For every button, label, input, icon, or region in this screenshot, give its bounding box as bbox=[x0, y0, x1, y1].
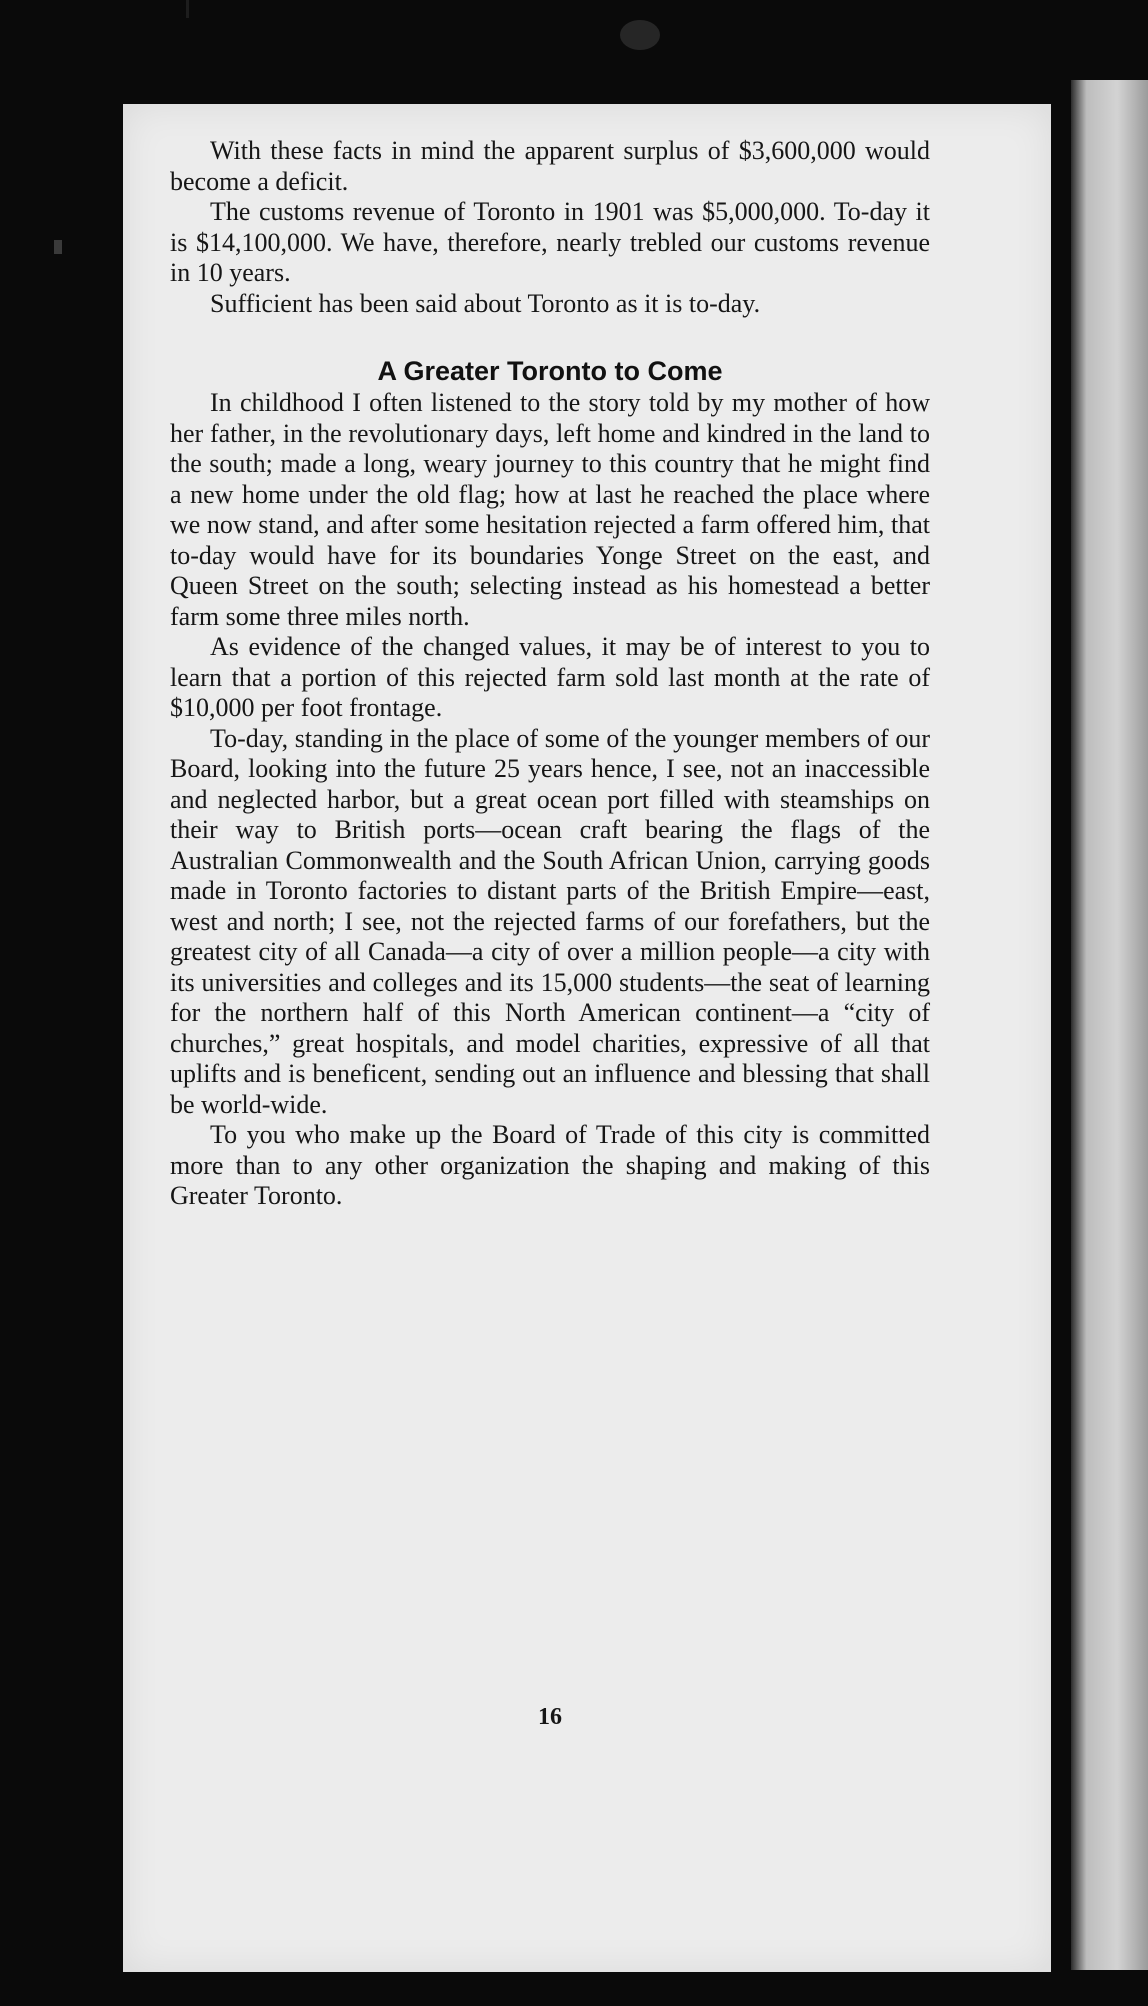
intro-paragraph: With these facts in mind the apparent surplus of $3,600,000 would become a deficit. bbox=[170, 136, 930, 196]
body-paragraph: In childhood I often listened to the story told by my mother of how her father, in the revolutionary days, left home and kindred in the land to the south; made a long, weary journey to this country that he might find a new home under the old flag; how at last he reached the place where we now stand, and after some hesitation rejected a farm offered him, that to-day would have for its boundaries Yonge Street on the east, and Queen Street on the south; selecting instead as his homestead a better farm some three miles north. bbox=[170, 388, 930, 631]
intro-paragraph: The customs revenue of Toronto in 1901 was $5,000,000. To-day it is $14,100,000. We have, therefore, nearly trebled our customs revenue in 10 years. bbox=[170, 197, 930, 287]
body-paragraph: To you who make up the Board of Trade of this city is committed more than to any other organization the shaping and making of this Greater Toronto. bbox=[170, 1120, 930, 1210]
body-paragraph: To-day, standing in the place of some of the younger members of our Board, looking into the future 25 years hence, I see, not an inaccessible and neglected harbor, but a great ocean port filled with steamships on their way to British ports—ocean craft bearing the flags of the Australian Commonwealth and the South African Union, carrying goods made in Toronto factories to distant parts of the British Empire—east, west and north; I see, not the rejected farms of our forefathers, but the greatest city of all Canada—a city of over a million people—a city with its universities and colleges and its 15,000 students—the seat of learning for the northern half of this North American continent—a “city of churches,” great hospitals, and model charities, expressive of all that uplifts and is beneficent, sending out an influence and blessing that shall be world-wide. bbox=[170, 723, 930, 1119]
section-heading: A Greater Toronto to Come bbox=[377, 356, 723, 386]
scan-mark bbox=[54, 240, 62, 254]
adjacent-page-edge bbox=[1071, 80, 1148, 1970]
scan-mark bbox=[186, 0, 189, 18]
page-number: 16 bbox=[538, 1704, 562, 1730]
scan-mark bbox=[620, 20, 660, 50]
body-paragraph: As evidence of the changed values, it may be of interest to you to learn that a portion of this rejected farm sold last month at the rate of $10,000 per foot frontage. bbox=[170, 632, 930, 722]
page-content bbox=[170, 136, 930, 1730]
intro-paragraph: Sufficient has been said about Toronto as it is to-day. bbox=[210, 288, 761, 318]
